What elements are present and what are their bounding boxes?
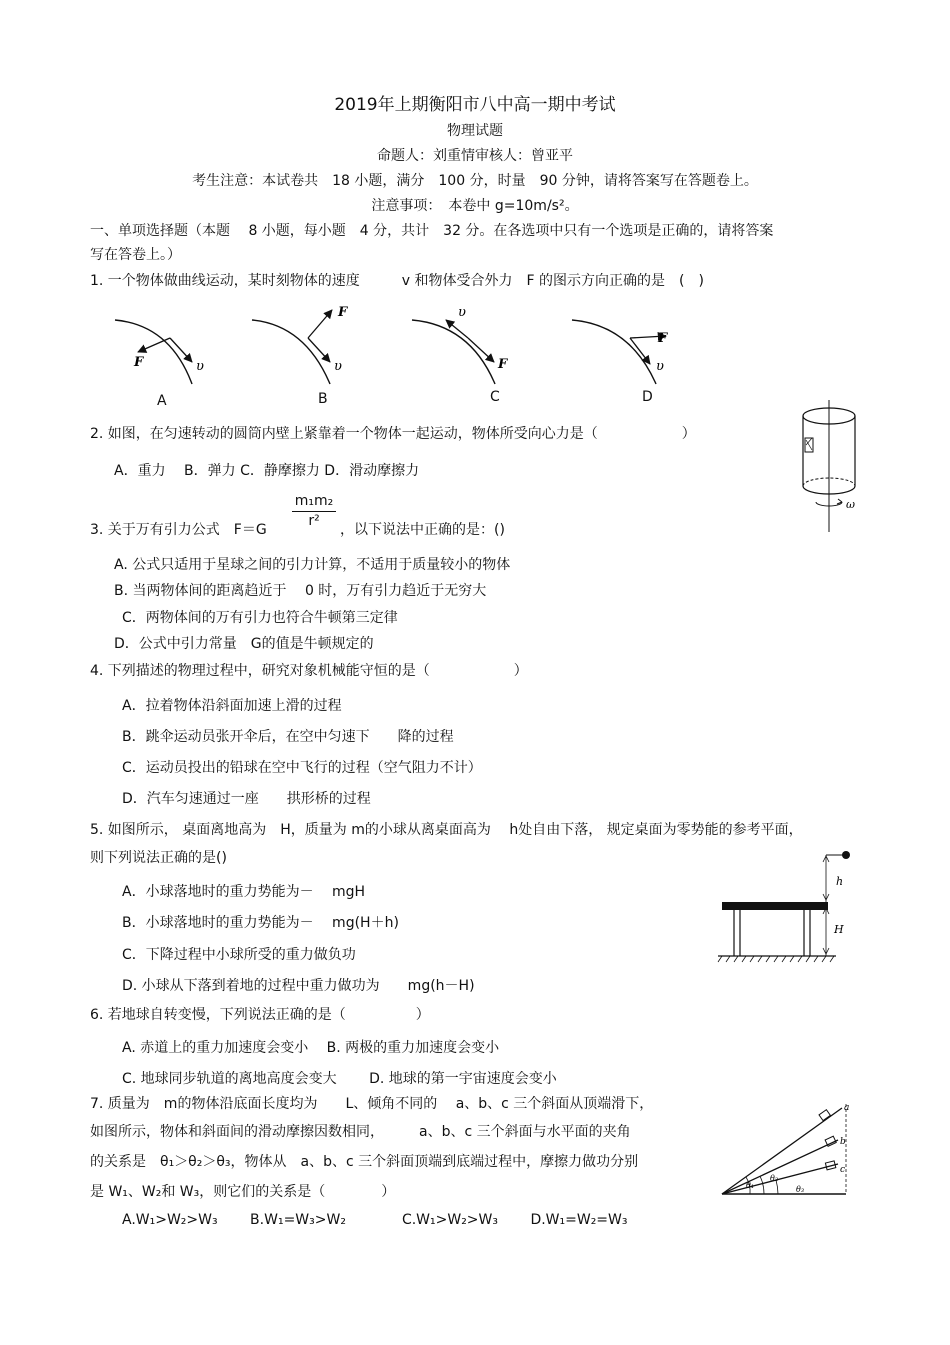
- authors-line: 命题人：刘重情审核人：曾亚平: [377, 148, 573, 164]
- q1-d-f-label: F: [658, 331, 668, 346]
- q1-a-v-label: υ: [196, 359, 204, 374]
- question-7-line-1: 7. 质量为 m的物体沿底面长度均为 L、倾角不同的 a、b、c 三个斜面从顶端滑下，: [90, 1096, 654, 1112]
- note-line: 注意事项： 本卷中 g=10m/s²。: [371, 198, 579, 214]
- q1-diagram-d: [572, 320, 668, 384]
- q2-cylinder-diagram: [796, 400, 866, 535]
- question-7-line-4: 是 W₁、W₂和 W₃，则它们的关系是（ ）: [90, 1184, 396, 1200]
- question-3-stem-left: 3. 关于万有引力公式 F＝G: [90, 522, 267, 538]
- q1-diagram-a: [115, 320, 204, 384]
- theta-2-label: θ₂: [770, 1174, 779, 1183]
- question-5-option-d: D. 小球从下落到着地的过程中重力做功为 mg(h－H): [122, 978, 475, 994]
- H-height-label: H: [834, 923, 844, 936]
- q1-c-f-label: F: [498, 357, 508, 372]
- fraction-denominator: r²: [308, 513, 320, 529]
- q1-label-d: D: [642, 389, 653, 405]
- q1-b-f-label: F: [338, 305, 348, 320]
- slope-b-label: b: [840, 1137, 846, 1147]
- q1-diagram-c: [412, 305, 508, 384]
- slope-a-label: a: [844, 1103, 850, 1113]
- question-3-option-a: A. 公式只适用于星球之间的引力计算，不适用于质量较小的物体: [114, 557, 511, 573]
- q1-b-v-label: υ: [334, 359, 342, 374]
- question-3-option-b: B. 当两物体间的距离趋近于 0 时，万有引力趋近于无穷大: [114, 583, 487, 599]
- question-4-option-a: A．拉着物体沿斜面加速上滑的过程: [122, 698, 342, 714]
- gravitation-fraction: [292, 492, 336, 530]
- question-1-stem: 1. 一个物体做曲线运动，某时刻物体的速度 v 和物体受合外力 F 的图示方向正确的是 ( ): [90, 273, 704, 289]
- question-3-stem-right: ，以下说法中正确的是：(): [340, 522, 505, 538]
- theta-3-label: θ₃: [796, 1185, 805, 1194]
- q1-c-v-label: υ: [458, 305, 466, 320]
- question-7-line-3: 的关系是 θ₁＞θ₂＞θ₃，物体从 a、b、c 三个斜面顶端到底端过程中，摩擦力做功分别: [90, 1154, 639, 1170]
- question-2-stem: 2. 如图，在匀速转动的圆筒内壁上紧靠着一个物体一起运动，物体所受向心力是（ ）: [90, 426, 696, 442]
- q1-label-b: B: [318, 391, 328, 407]
- q1-d-v-label: υ: [656, 359, 664, 374]
- q7-slopes-diagram: [716, 1098, 856, 1204]
- omega-symbol: ω: [846, 498, 855, 511]
- question-6-options-row1: A. 赤道上的重力加速度会变小 B. 两极的重力加速度会变小: [122, 1040, 500, 1056]
- h-height-label: h: [836, 875, 844, 888]
- question-3-option-c: C．两物体间的万有引力也符合牛顿第三定律: [122, 610, 398, 626]
- q1-diagram-b: [252, 305, 348, 384]
- exam-title: 2019年上期衡阳市八中高一期中考试: [334, 95, 616, 115]
- notice-line: 考生注意：本试卷共 18 小题，满分 100 分，时量 90 分钟，请将答案写在答题卷上。: [192, 173, 758, 189]
- question-5-option-b: B．小球落地时的重力势能为－ mg(H＋h): [122, 915, 399, 931]
- question-2-options: A．重力 B．弹力 C．静摩擦力 D．滑动摩擦力: [114, 463, 420, 479]
- question-5-stem: 5. 如图所示， 桌面离地高为 H，质量为 m的小球从离桌面高为 h处自由下落， 规定桌面为零势能的参考平面，: [90, 822, 803, 838]
- section-one-heading: 一、单项选择题（本题 8 小题，每小题 4 分，共计 32 分。在各选项中只有一个选项是正确的，请将答案: [90, 223, 774, 239]
- question-5-option-a: A．小球落地时的重力势能为－ mgH: [122, 884, 366, 900]
- q1-label-a: A: [157, 393, 167, 409]
- slope-c-label: c: [840, 1165, 846, 1175]
- fraction-numerator: m₁m₂: [292, 492, 336, 512]
- question-4-option-b: B．跳伞运动员张开伞后，在空中匀速下 降的过程: [122, 729, 454, 745]
- question-7-line-2: 如图所示，物体和斜面间的滑动摩擦因数相同， a、b、c 三个斜面与水平面的夹角: [90, 1124, 631, 1140]
- q5-table-diagram: [716, 848, 856, 966]
- question-3-option-d: D．公式中引力常量 G的值是牛顿规定的: [114, 636, 374, 652]
- question-6-options-row2: C. 地球同步轨道的离地高度会变大 D. 地球的第一宇宙速度会变小: [122, 1071, 557, 1087]
- q1-a-f-label: F: [134, 355, 144, 370]
- section-one-heading-cont: 写在答卷上。）: [90, 247, 181, 263]
- question-4-option-d: D．汽车匀速通过一座 拱形桥的过程: [122, 791, 371, 807]
- theta-1-label: θ₁: [746, 1181, 755, 1190]
- question-7-options: A.W₁>W₂>W₃ B.W₁=W₃>W₂ C.W₁>W₂>W₃ D.W₁=W₂=W₃: [122, 1212, 628, 1228]
- question-5-stem-cont: 则下列说法正确的是(): [90, 850, 227, 866]
- question-4-stem: 4. 下列描述的物理过程中，研究对象机械能守恒的是（ ）: [90, 663, 528, 679]
- question-4-option-c: C．运动员投出的铅球在空中飞行的过程（空气阻力不计）: [122, 760, 482, 776]
- question-6-stem: 6. 若地球自转变慢，下列说法正确的是（ ）: [90, 1007, 430, 1023]
- q1-label-c: C: [490, 389, 500, 405]
- question-5-option-c: C．下降过程中小球所受的重力做负功: [122, 947, 356, 963]
- subject-title: 物理试题: [447, 123, 503, 139]
- q1-diagrams: [100, 300, 760, 410]
